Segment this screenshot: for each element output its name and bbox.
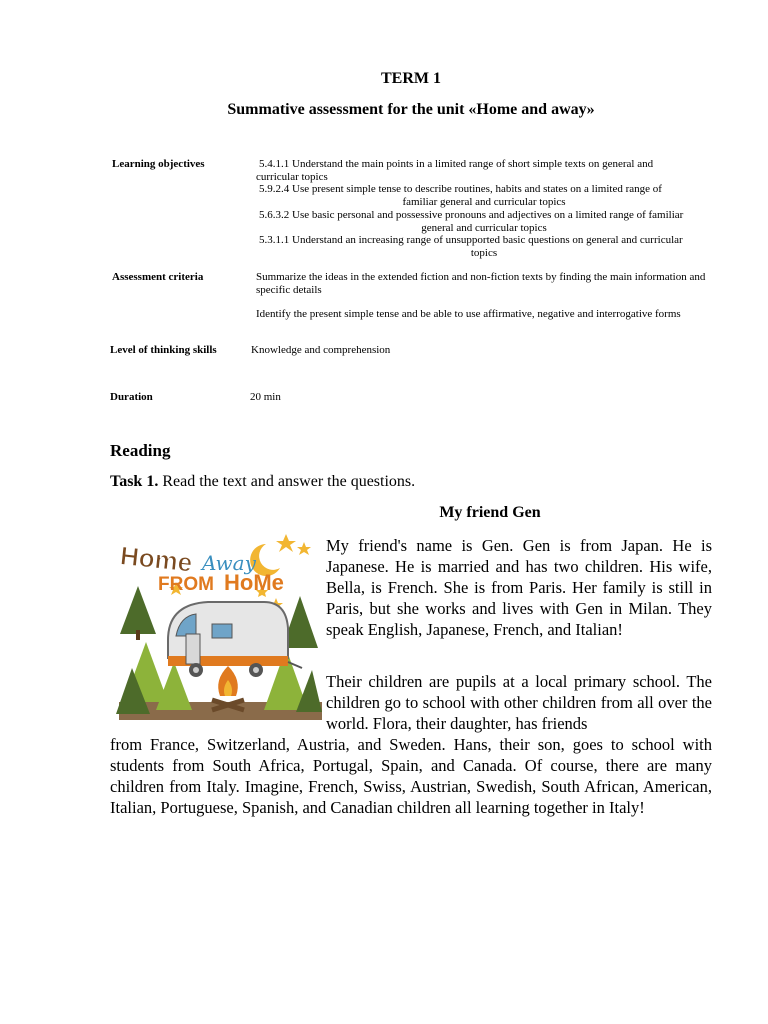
thinking-skills-label: Level of thinking skills [110,344,217,356]
duration-label: Duration [110,391,153,403]
reading-heading: Reading [110,441,171,460]
svg-text:Away: Away [202,551,256,575]
learning-objectives-label: Learning objectives [112,158,205,170]
objective-4: 5.3.1.1 Understand an increasing range of unsupported basic questions on general and curricular topics [259,234,683,259]
criterion-1: Summarize the ideas in the extended fiction and non-fiction texts by finding the main information and specific details [256,271,706,296]
task-text: Read the text and answer the questions. [158,473,416,490]
objective-1: 5.4.1.1 Understand the main points in a limited range of short simple texts on general and curricular topics [256,158,654,183]
objective-3: 5.6.3.2 Use basic personal and possessive pronouns and adjectives on a limited range of familiar general and curricular topics [259,209,684,234]
criterion-2: Identify the present simple tense and be able to use affirmative, negative and interrogative forms [256,308,681,320]
star-icon [297,542,311,555]
star-icon [276,534,296,552]
tree-icon [120,586,156,634]
svg-text:Home: Home [118,540,194,578]
task-instruction [110,473,415,491]
story-paragraph-2-wrapped: Their children are pupils at a local primary school. The children go to school with other children from all over the world. Flora, their daughter, has friends [326,672,712,733]
story-title: My friend Gen [439,504,541,521]
thinking-skills-value: Knowledge and comprehension [251,344,391,356]
story-paragraph-2-continued: from France, Switzerland, Austria, and Sweden. Hans, their son, goes to school with students from South Africa, Portugal, Spain, and Canada. Of course, there are many children from Italy. Imagine, French, Swiss, Austrian, Swedish, South African, American, Italian, Portuguese, Spanish, and Canadian children all learning together in Italy! [110,735,712,817]
story-paragraph-1: My friend's name is Gen. Gen is from Japan. He is Japanese. He is married and has two children. His wife, Bella, is French. She is from Paris. Her family is still in Paris, but she works and lives with Gen in Milan. They speak English, Japanese, French, and Italian! [326,536,712,639]
duration-value: 20 min [250,391,281,403]
svg-text:FROM: FROM [158,574,214,595]
objective-2: 5.9.2.4 Use present simple tense to describe routines, habits and states on a limited range of familiar general and curricular topics [259,183,662,208]
term-heading: TERM 1 [381,70,441,87]
home-away-from-home-illustration [116,530,322,722]
assessment-criteria-label: Assessment criteria [112,271,204,283]
svg-text:HoMe: HoMe [224,570,284,595]
assessment-title: Summative assessment for the unit «Home and away» [227,101,595,118]
task-label: Task 1. [110,473,159,490]
camper-trailer-icon [168,602,302,677]
campfire-icon [212,666,244,710]
